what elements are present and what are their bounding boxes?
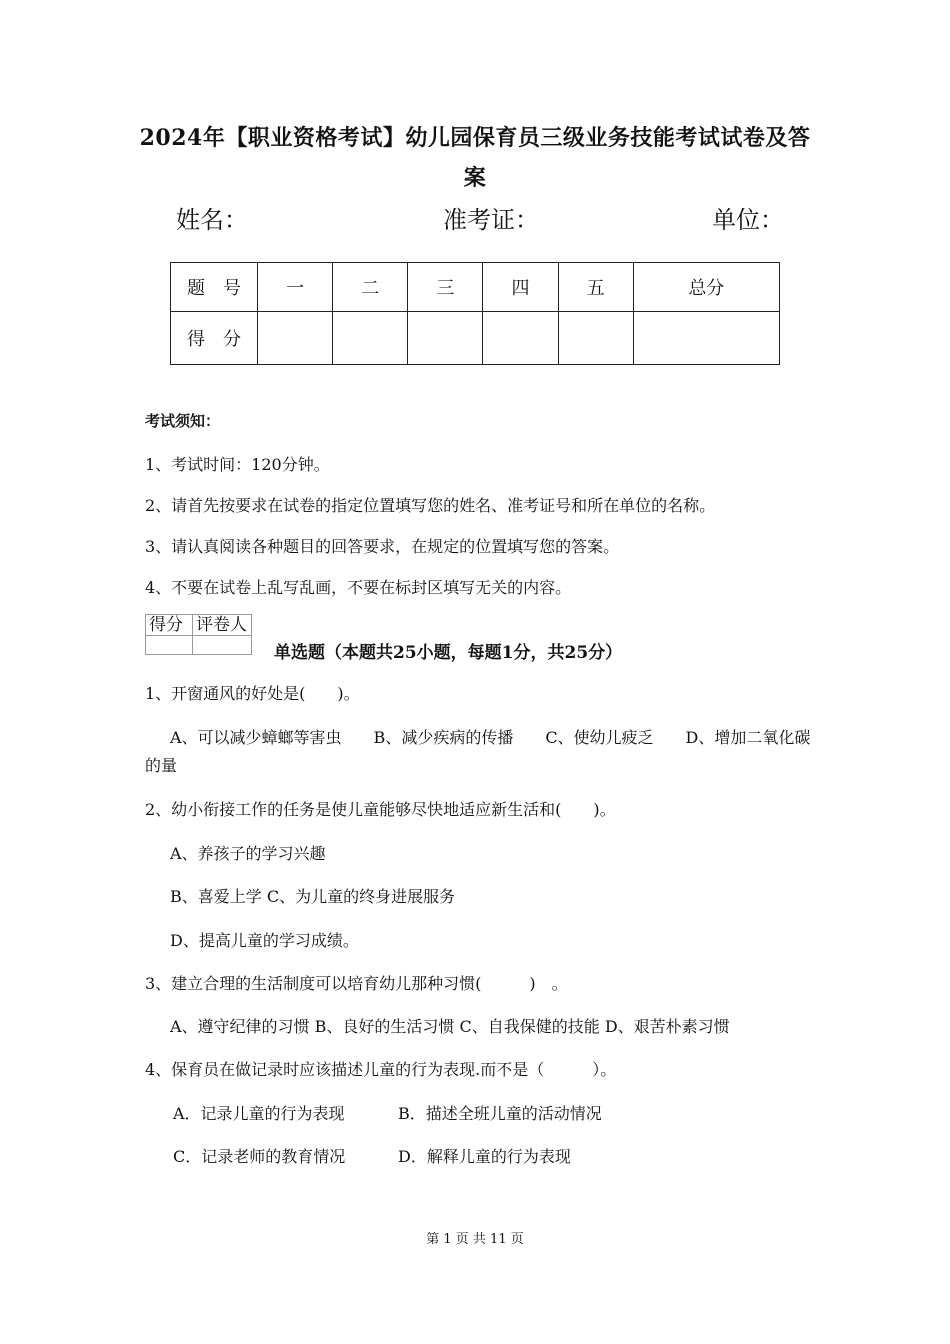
title-line-2: 案 [463,165,487,191]
score-cell[interactable] [558,312,633,365]
name-field-label: 姓名： [176,206,248,234]
score-row-label: 得 分 [171,312,258,365]
score-table-score-row [171,312,780,365]
notice-item: 2、请首先按要求在试卷的指定位置填写您的姓名、准考证号和所在单位的名称。 [145,496,716,515]
candidate-fields [0,200,950,240]
exam-id-field-label: 准考证： [443,206,539,234]
question-2-option-d: D、提高儿童的学习成绩。 [170,931,359,950]
question-4-option-a: A．记录儿童的行为表现 [173,1104,345,1123]
question-4-option-c: C．记录老师的教育情况 [173,1147,346,1166]
score-cell[interactable] [333,312,408,365]
notice-heading: 考试须知： [145,412,221,430]
question-3-options: A、遵守纪律的习惯 B、良好的生活习惯 C、自我保健的技能 D、艰苦朴素习惯 [170,1017,730,1036]
notice-item: 3、请认真阅读各种题目的回答要求，在规定的位置填写您的答案。 [145,537,620,556]
question-2-option-bc: B、喜爱上学 C、为儿童的终身进展服务 [170,887,456,906]
score-header-cell: 三 [408,263,483,312]
question-1-options-cont: 的量 [145,756,178,775]
question-4-option-d: D．解释儿童的行为表现 [398,1147,571,1166]
score-header-cell: 二 [333,263,408,312]
grader-score-cell[interactable] [146,636,193,655]
question-3-stem: 3、建立合理的生活制度可以培育幼儿那种习惯( ) 。 [145,974,568,993]
question-2-stem: 2、幼小衔接工作的任务是使儿童能够尽快地适应新生活和( )。 [145,800,616,819]
page-footer: 第 1 页 共 11 页 [426,1232,524,1247]
unit-field-label: 单位： [712,206,784,234]
question-1-stem: 1、开窗通风的好处是( )。 [145,684,360,703]
grader-name-label: 评卷人 [193,615,252,636]
question-2-option-a: A、养孩子的学习兴趣 [170,844,326,863]
score-header-cell: 四 [483,263,558,312]
score-table [170,262,780,365]
score-header-cell: 一 [258,263,333,312]
grader-score-label: 得分 [146,615,193,636]
notice-item: 1、考试时间：120分钟。 [145,455,330,474]
title-line-1: 2024年【职业资格考试】幼儿园保育员三级业务技能考试试卷及答 [139,125,811,151]
score-cell[interactable] [408,312,483,365]
score-table-header-row [171,263,780,312]
score-cell[interactable] [258,312,333,365]
grader-table [145,614,252,655]
notice-item: 4、不要在试卷上乱写乱画，不要在标封区填写无关的内容。 [145,578,572,597]
question-1-options: A、可以减少蟑螂等害虫 B、减少疾病的传播 C、使幼儿疲乏 D、增加二氧化碳 [170,728,811,747]
score-header-cell: 总分 [633,263,779,312]
section-title: 单选题（本题共25小题，每题1分，共25分） [274,643,623,663]
question-4-stem: 4、保育员在做记录时应该描述儿童的行为表现.而不是（ ）。 [145,1060,617,1079]
score-cell[interactable] [633,312,779,365]
document-title [120,118,830,198]
score-cell[interactable] [483,312,558,365]
grader-name-cell[interactable] [193,636,252,655]
score-header-cell: 题 号 [171,263,258,312]
score-header-cell: 五 [558,263,633,312]
question-4-option-b: B．描述全班儿童的活动情况 [398,1104,602,1123]
